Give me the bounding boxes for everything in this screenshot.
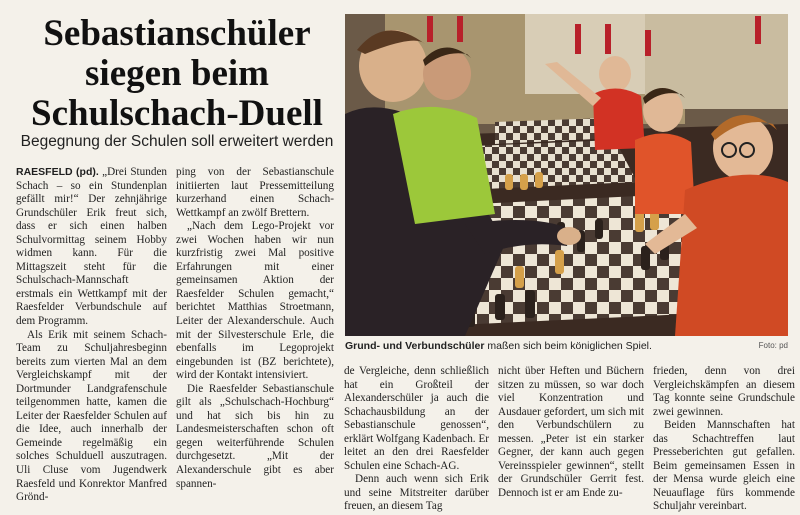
chess-photo (345, 14, 788, 336)
article-column-4 (498, 365, 644, 512)
photo-credit: Foto: pd (758, 341, 788, 350)
paragraph: ping von der Sebastianschule initiierten laut Pressemitteilung kurzerhand einen Schach-Wettkampf an zwölf Brettern. (176, 166, 334, 219)
headline-line-1: Sebastianschüler (43, 13, 311, 54)
article-column-1 (16, 166, 167, 511)
article-column-3 (344, 365, 489, 512)
article-column-5 (653, 365, 795, 512)
dateline: RAESFELD (pd). (16, 166, 99, 178)
paragraph: Die Raesfelder Sebastianschule gilt als „Schulschach-Hochburg“ und hat sich bis hin zu Landesmeisterschaften schon oft gegen weiterführende Schulen durchgesetzt. „Mit der Alexanderschule gibt es aber spannen- (176, 382, 334, 490)
paragraph: nicht über Heften und Büchern sitzen zu müssen, so war doch viel Konzentration und Ausdauer gefordert, um sich mit den Verbundschülern zu messen. „Peter ist ein starker Gegner, der kann auch gegen Vereinsspieler gewinnen“, stellt der Grundschüler Gerrit fest. Dennoch ist er am Ende zu- (498, 365, 644, 499)
headline-line-3: Schulschach-Duell (31, 93, 323, 134)
paragraph: „Nach dem Lego-Projekt vor zwei Wochen haben wir nun kurzfristig zwei Mal positive Erfahrungen mit einer gemeinsamen Aktion der Raesfelder Schulen gemacht,“ berichtet Matthias Stroetmann, Leiter der Alexanderschule. Auch mit der Silvesterschule Erle, die ebenfalls im Legoprojekt eingebunden ist (BZ berichtete), wird der Kontakt intensiviert. (176, 220, 334, 382)
paragraph (16, 166, 167, 329)
paragraph: Denn auch wenn sich Erik und seine Mitstreiter darüber freuen, an diesem Tag (344, 473, 489, 512)
headline-line-2: siegen beim (85, 53, 269, 94)
article-column-2 (176, 166, 334, 511)
caption-text: maßen sich beim königlichen Spiel. (484, 340, 652, 352)
paragraph: frieden, denn von drei Vergleichskämpfen an diesem Tag konnte seine Grundschule zwei gewinnen. (653, 365, 795, 418)
paragraph: Als Erik mit seinem Schach-Team zu Schuljahresbeginn bereits zum vierten Mal an dem Vergleichskampf mit der Dortmunder Landgrafenschule teilgenommen hatte, kamen die Leiter der Raesfelder Schulen auf die Idee, auch innerhalb der Gemeinde regelmäßig ein solches Schulduell auszutragen. Uli Cluse vom Jugendwerk Raesfeld und Konrektor Manfred Grönd- (16, 328, 167, 504)
photo-caption (345, 340, 788, 352)
paragraph: de Vergleiche, denn schließlich hat ein Großteil der Alexanderschüler ja auch die Schachausbildung an der Sebastianschule genossen“, erklärt Wolfgang Kadenbach. Er leitet an den drei Raesfelder Schulen eine Schach-AG. (344, 365, 489, 472)
headline (14, 14, 340, 134)
caption-bold: Grund- und Verbundschüler (345, 340, 485, 352)
photo-illustration (345, 14, 788, 336)
paragraph: Beiden Mannschaften hat das Schachtreffen laut Presseberichten gut gefallen. Beim gemeinsamen Essen in der Mensa wurde gleich eine Neuauflage fürs kommende Schuljahr vereinbart. (653, 419, 795, 512)
paragraph-text: „Drei Stunden Schach – so ein Stundenplan gefällt mir!“ Der zehnjährige Grundschüler Erik freut sich, dass er sich einen halben Schulvormittag seinem Hobby widmen kann. Für die Mittagszeit steht für die Schulschach-Mannschaft erstmals ein Wettkampf mit der Raesfelder Verbundschule auf dem Programm. (16, 166, 167, 328)
subheadline: Begegnung der Schulen soll erweitert werden (20, 133, 334, 150)
